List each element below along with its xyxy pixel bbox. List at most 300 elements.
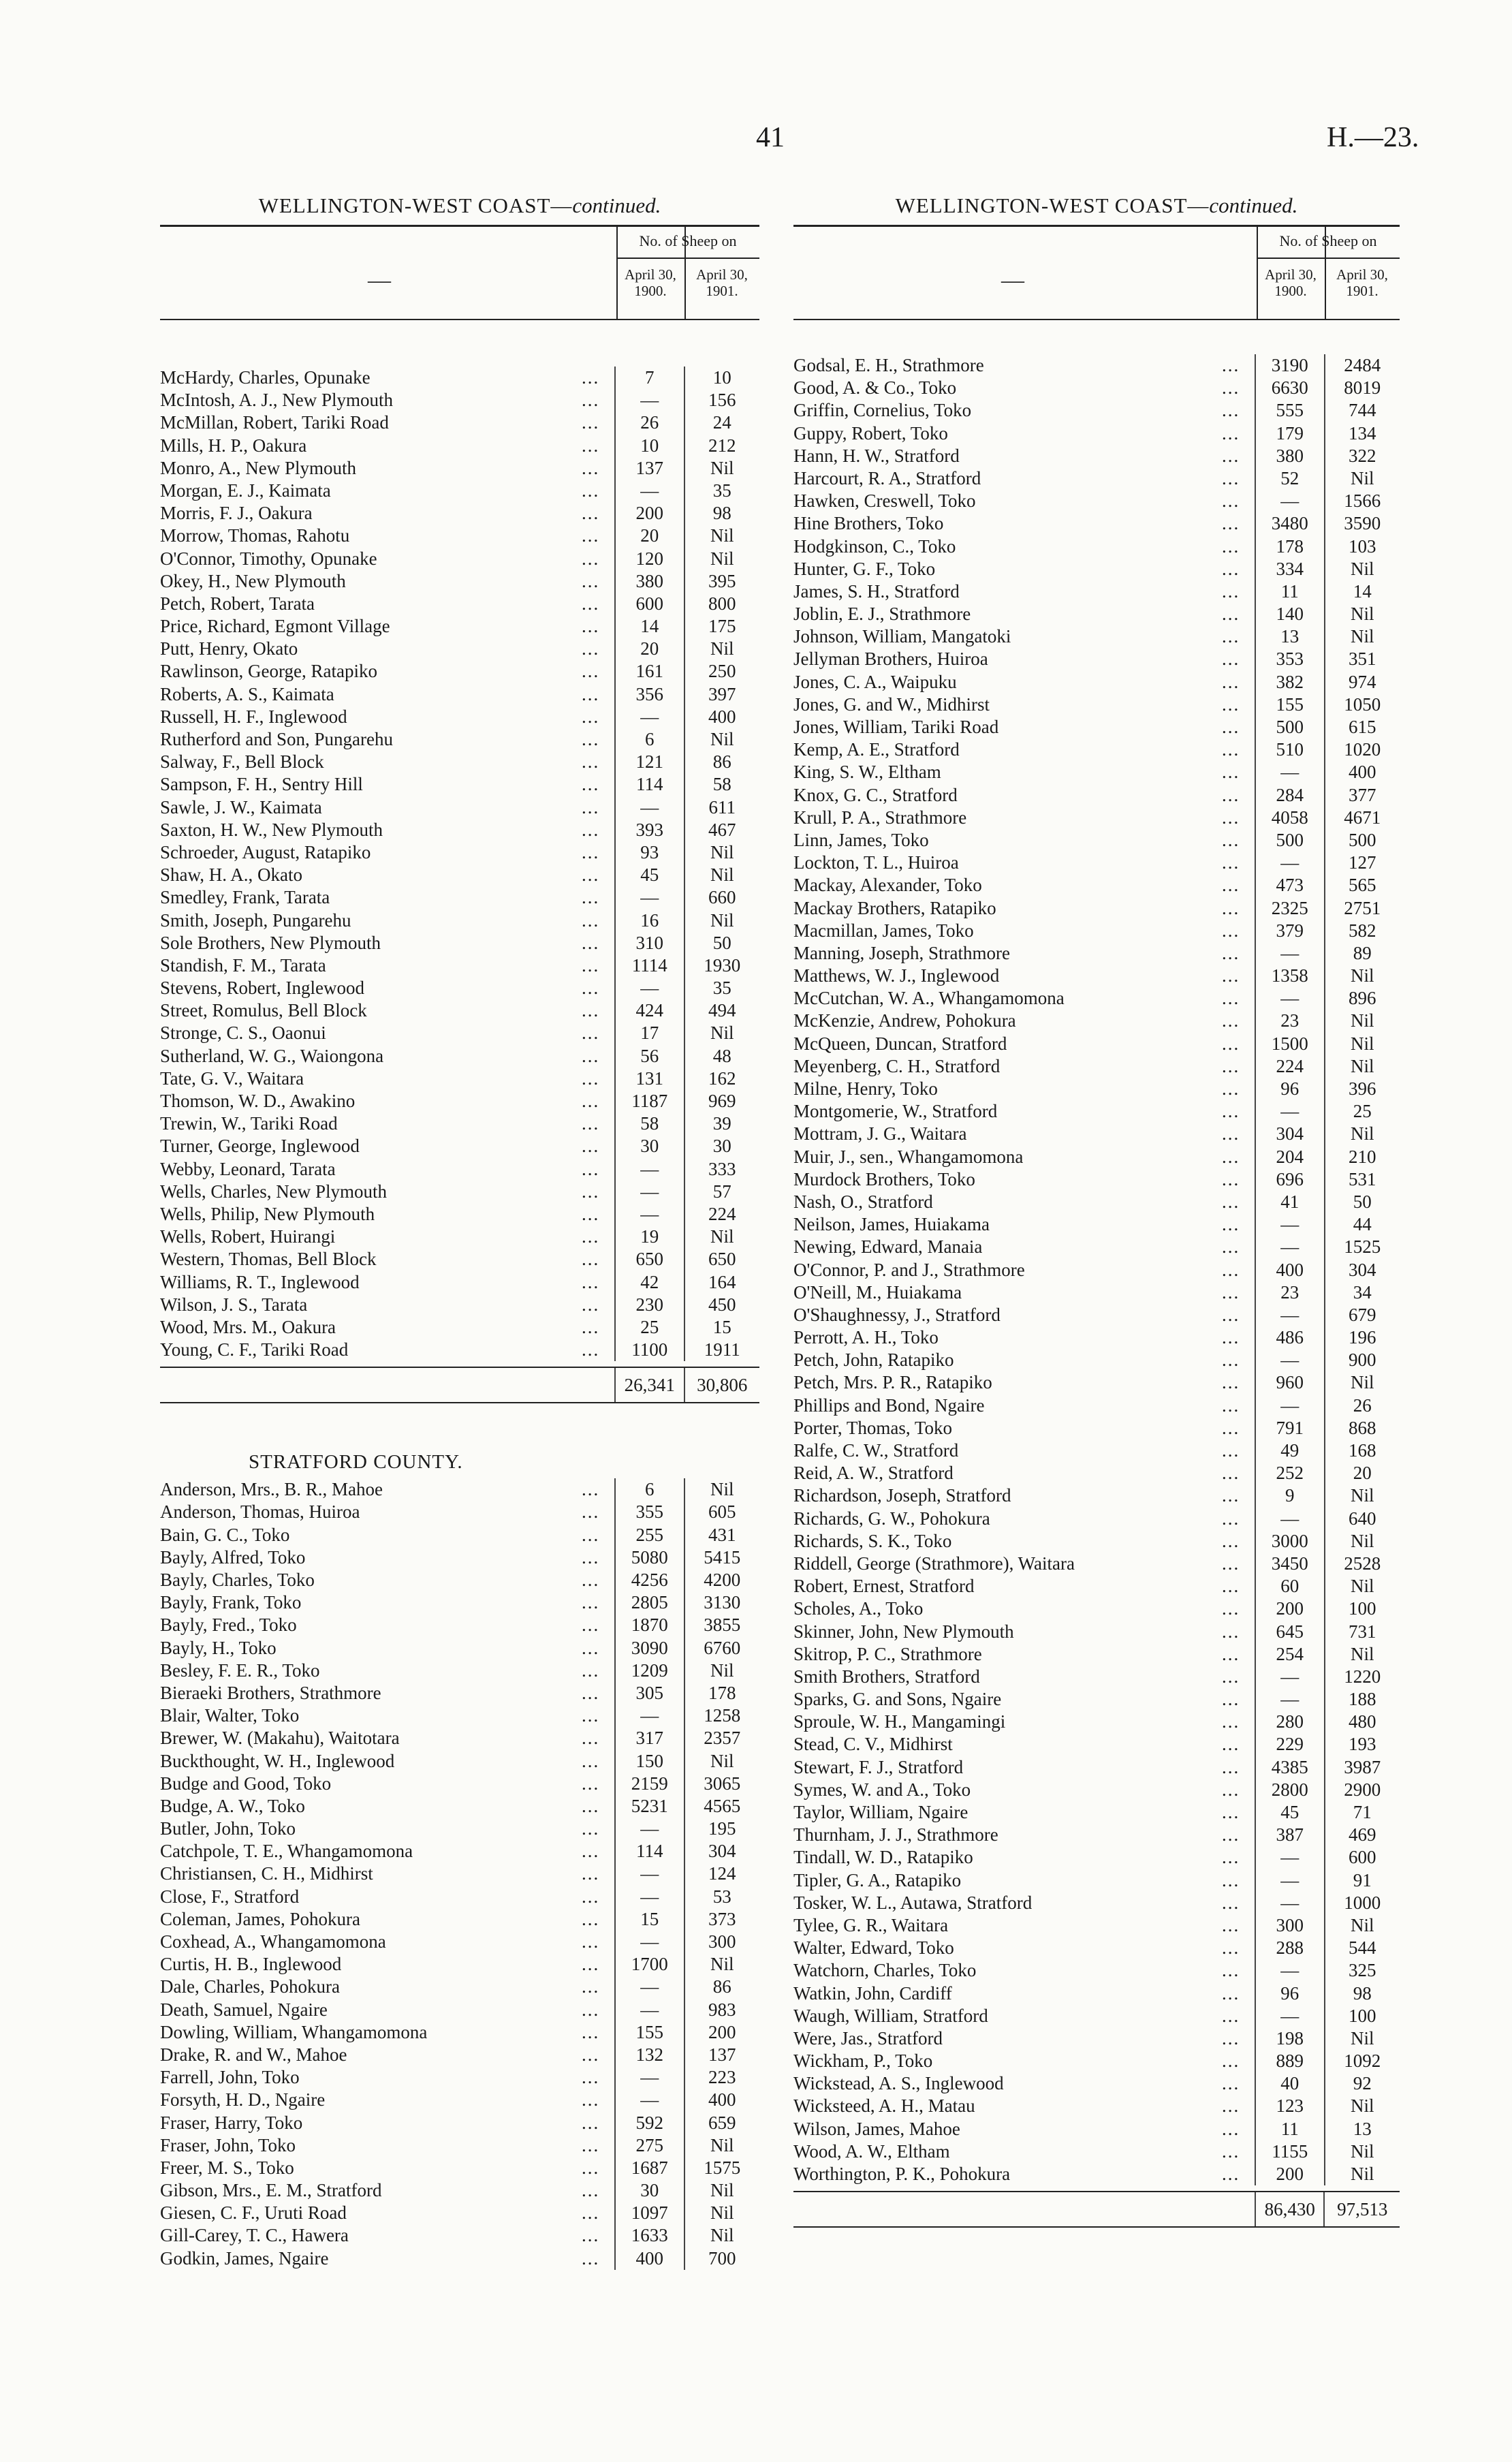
owner-name: Anderson, Thomas, Huiroa <box>160 1501 360 1523</box>
leader-dots: ... <box>581 457 600 478</box>
sheep-1900: 6 <box>614 728 684 751</box>
sheep-1901: 679 <box>1324 1304 1400 1326</box>
table-row <box>160 2157 759 2179</box>
table-row <box>793 784 1400 807</box>
table-row <box>793 1394 1400 1417</box>
owner-name: Thomson, W. D., Awakino <box>160 1091 356 1111</box>
sheep-1900: 150 <box>614 1750 684 1773</box>
sheep-1901: 58 <box>684 773 760 796</box>
leader-dots: ... <box>581 1728 600 1749</box>
owner-name: Tylee, G. R., Waitara <box>793 1914 949 1935</box>
table-row <box>160 1953 759 1976</box>
table-row <box>160 1181 759 1203</box>
owner-name: Okey, H., New Plymouth <box>160 570 346 591</box>
sheep-1900: 380 <box>614 570 684 593</box>
owner-name: Western, Thomas, Bell Block <box>160 1249 377 1270</box>
sheep-1900: 1209 <box>614 1659 684 1682</box>
table-row <box>793 1326 1400 1349</box>
sheep-1900: 13 <box>1255 625 1324 648</box>
table-row <box>160 638 759 660</box>
owner-name: King, S. W., Eltham <box>793 762 941 783</box>
sheep-1901: 212 <box>684 435 760 457</box>
sheep-1900: 20 <box>614 525 684 547</box>
leader-dots: ... <box>581 2180 600 2201</box>
sheep-1900: — <box>614 977 684 999</box>
sheep-1900: 600 <box>614 593 684 615</box>
sheep-1900: 155 <box>1255 694 1324 716</box>
sheep-1901: 304 <box>1324 1259 1400 1281</box>
owner-name: Sutherland, W. G., Waiongona <box>160 1045 384 1066</box>
leader-dots: ... <box>581 1158 600 1179</box>
sheep-1901: 86 <box>684 751 760 773</box>
sheep-1901: 351 <box>1324 648 1400 670</box>
table-row <box>793 1846 1400 1869</box>
sheep-1901: 26 <box>1324 1394 1400 1417</box>
leader-dots: ... <box>1221 1123 1240 1144</box>
leader-dots: ... <box>581 841 600 862</box>
sheep-1900: 284 <box>1255 784 1324 807</box>
sheep-1901: 1525 <box>1324 1236 1400 1258</box>
sheep-1901: 48 <box>684 1045 760 1068</box>
table-row <box>160 389 759 411</box>
table-row <box>160 457 759 480</box>
sheep-1900: 4058 <box>1255 807 1324 829</box>
sheep-1900: — <box>1255 1236 1324 1258</box>
table-row <box>793 761 1400 783</box>
sheep-1900: 387 <box>1255 1824 1324 1846</box>
sheep-1901: 98 <box>1324 1982 1400 2005</box>
leader-dots: ... <box>1221 920 1240 941</box>
sheep-1900: 58 <box>614 1112 684 1135</box>
table-row <box>793 1078 1400 1100</box>
owner-name: Bayly, Fred., Toko <box>160 1615 297 1636</box>
owner-name: Riddell, George (Strathmore), Waitara <box>793 1553 1075 1574</box>
sheep-1901: Nil <box>684 548 760 570</box>
sheep-1901: 974 <box>1324 671 1400 694</box>
sheep-1901: Nil <box>684 2224 760 2247</box>
table-row <box>793 1123 1400 1145</box>
table-row <box>160 909 759 932</box>
sheep-1901: Nil <box>1324 2140 1400 2163</box>
sheep-1901: 1050 <box>1324 694 1400 716</box>
sheep-1900: 137 <box>614 457 684 480</box>
table-row <box>160 1637 759 1659</box>
sheep-1900: — <box>1255 1688 1324 1711</box>
sheep-1901: Nil <box>1324 1575 1400 1598</box>
leader-dots: ... <box>1221 355 1240 375</box>
left-total-row <box>160 1367 759 1403</box>
owner-name: Jellyman Brothers, Huiroa <box>793 649 988 670</box>
leader-dots: ... <box>581 1271 600 1292</box>
table-row <box>793 354 1400 377</box>
sheep-1901: 2900 <box>1324 1779 1400 1801</box>
sheep-1900: — <box>614 2066 684 2089</box>
sheep-1900: 30 <box>614 1135 684 1157</box>
sheep-1900: 200 <box>614 502 684 525</box>
sheep-1901: 57 <box>684 1181 760 1203</box>
leader-dots: ... <box>1221 535 1240 557</box>
sheep-1901: Nil <box>684 1750 760 1773</box>
sheep-1900: 14 <box>614 615 684 638</box>
owner-name: Besley, F. E. R., Toko <box>160 1659 320 1681</box>
header-dash: — <box>1001 268 1024 293</box>
table-row <box>793 694 1400 716</box>
owner-name: Smith Brothers, Stratford <box>793 1666 980 1687</box>
owner-name: Budge and Good, Toko <box>160 1773 332 1794</box>
sheep-1901: 137 <box>684 2044 760 2066</box>
owner-name: Good, A. & Co., Toko <box>793 377 957 399</box>
owner-name: Were, Jas., Stratford <box>793 2027 943 2048</box>
table-row <box>793 716 1400 738</box>
table-row <box>793 2027 1400 2050</box>
sheep-1900: 198 <box>1255 2027 1324 2050</box>
sheep-1900: 300 <box>1255 1914 1324 1937</box>
table-row <box>160 502 759 525</box>
sheep-1901: 611 <box>684 796 760 819</box>
leader-dots: ... <box>581 819 600 840</box>
table-row <box>793 1959 1400 1982</box>
sheep-1900: 424 <box>614 999 684 1022</box>
table-row <box>793 1643 1400 1666</box>
right-table-header <box>793 225 1400 320</box>
sheep-1901: 53 <box>684 1886 760 1908</box>
owner-name: Giesen, C. F., Uruti Road <box>160 2202 347 2224</box>
owner-name: Fraser, John, Toko <box>160 2134 296 2155</box>
sheep-1900: 179 <box>1255 422 1324 445</box>
table-row <box>160 1226 759 1248</box>
owner-name: Death, Samuel, Ngaire <box>160 1999 328 2020</box>
owner-name: McIntosh, A. J., New Plymouth <box>160 390 394 411</box>
sheep-1901: 467 <box>684 819 760 841</box>
sheep-1900: 379 <box>1255 920 1324 942</box>
owner-name: Watchorn, Charles, Toko <box>793 1960 977 1981</box>
sheep-1900: 114 <box>614 773 684 796</box>
table-row <box>160 2044 759 2066</box>
owner-name: Godkin, James, Ngaire <box>160 2247 329 2269</box>
sheep-1900: — <box>614 706 684 728</box>
sheep-1901: 103 <box>1324 535 1400 558</box>
sheep-1900: 30 <box>614 2179 684 2202</box>
table-row <box>160 1248 759 1271</box>
sheep-1901: 34 <box>1324 1281 1400 1304</box>
owner-name: Butler, John, Toko <box>160 1818 296 1839</box>
sheep-1901: 134 <box>1324 422 1400 445</box>
leader-dots: ... <box>581 2202 600 2224</box>
leader-dots: ... <box>1221 829 1240 850</box>
sheep-1900: — <box>614 1158 684 1181</box>
sheep-1901: Nil <box>684 864 760 886</box>
owner-name: Jones, G. and W., Midhirst <box>793 694 990 715</box>
owner-name: Morgan, E. J., Kaimata <box>160 480 331 501</box>
leader-dots: ... <box>1221 1530 1240 1551</box>
table-row <box>793 1281 1400 1304</box>
right-column <box>793 191 1400 2228</box>
leader-dots: ... <box>1221 807 1240 828</box>
table-row <box>160 1316 759 1339</box>
leader-dots: ... <box>1221 1576 1240 1597</box>
leader-dots: ... <box>1221 762 1240 783</box>
leader-dots: ... <box>581 1795 600 1816</box>
sheep-1900: 20 <box>614 638 684 660</box>
sheep-1900: 229 <box>1255 1733 1324 1756</box>
table-row <box>793 1733 1400 1756</box>
sheep-1901: 210 <box>1324 1146 1400 1168</box>
sheep-1901: 1020 <box>1324 738 1400 761</box>
sheep-1901: 431 <box>684 1524 760 1546</box>
table-row <box>160 796 759 819</box>
sheep-1900: 45 <box>614 864 684 886</box>
owner-name: Worthington, P. K., Pohokura <box>793 2164 1011 2184</box>
owner-name: Wood, Mrs. M., Oakura <box>160 1316 336 1337</box>
table-row <box>160 932 759 954</box>
leader-dots: ... <box>581 1023 600 1044</box>
left-column <box>160 191 759 2270</box>
owner-name: Trewin, W., Tariki Road <box>160 1113 338 1134</box>
leader-dots: ... <box>581 525 600 546</box>
sheep-1901: 92 <box>1324 2072 1400 2095</box>
table-row <box>793 1508 1400 1530</box>
owner-name: Close, F., Stratford <box>160 1886 300 1907</box>
leader-dots: ... <box>581 1294 600 1315</box>
sheep-1901: 5415 <box>684 1546 760 1569</box>
owner-name: Reid, A. W., Stratford <box>793 1463 954 1484</box>
leader-dots: ... <box>1221 1281 1240 1303</box>
table-row <box>160 1045 759 1068</box>
leader-dots: ... <box>1221 1214 1240 1235</box>
owner-name: Stead, C. V., Midhirst <box>793 1734 953 1755</box>
table-row <box>160 525 759 547</box>
owner-name: Catchpole, T. E., Whangamomona <box>160 1841 413 1862</box>
right-total-1900: 86,430 <box>1255 2192 1324 2226</box>
sheep-1901: 700 <box>684 2247 760 2270</box>
sheep-1901: 86 <box>684 1976 760 1998</box>
table-row <box>793 874 1400 897</box>
leader-dots: ... <box>1221 875 1240 896</box>
sheep-1901: 2751 <box>1324 897 1400 920</box>
owner-name: Waugh, William, Stratford <box>793 2005 988 2026</box>
owner-name: Webby, Leonard, Tarata <box>160 1158 336 1179</box>
sheep-1901: 223 <box>684 2066 760 2089</box>
table-row <box>793 512 1400 535</box>
table-row <box>160 367 759 389</box>
table-row <box>160 1773 759 1795</box>
sheep-1900: 500 <box>1255 829 1324 852</box>
owner-name: McKenzie, Andrew, Pohokura <box>793 1010 1016 1031</box>
leader-dots: ... <box>581 909 600 931</box>
table-row <box>793 1892 1400 1914</box>
sheep-1901: 164 <box>684 1271 760 1294</box>
owner-name: Thurnham, J. J., Strathmore <box>793 1824 998 1845</box>
owner-name: Anderson, Mrs., B. R., Mahoe <box>160 1479 383 1500</box>
owner-name: Taylor, William, Ngaire <box>793 1802 968 1822</box>
table-row <box>793 422 1400 445</box>
owner-name: Watkin, John, Cardiff <box>793 1982 952 2004</box>
owner-name: Coleman, James, Pohokura <box>160 1908 360 1929</box>
leader-dots: ... <box>581 1181 600 1202</box>
leader-dots: ... <box>1221 2164 1240 2184</box>
table-row <box>793 1575 1400 1598</box>
leader-dots: ... <box>1221 1078 1240 1099</box>
table-row <box>160 548 759 570</box>
sheep-1900: 696 <box>1255 1168 1324 1191</box>
owner-name: Buckthought, W. H., Inglewood <box>160 1750 395 1771</box>
sheep-1900: 4256 <box>614 1569 684 1591</box>
table-row <box>160 1569 759 1591</box>
table-row <box>793 467 1400 490</box>
sheep-1900: — <box>1255 490 1324 512</box>
leader-dots: ... <box>581 1592 600 1613</box>
table-row <box>160 660 759 683</box>
owner-name: Hodgkinson, C., Toko <box>793 535 956 557</box>
owner-name: Brewer, W. (Makahu), Waitotara <box>160 1728 400 1749</box>
table-row <box>793 2072 1400 2095</box>
sheep-1901: Nil <box>1324 1484 1400 1507</box>
table-row <box>160 2089 759 2111</box>
leader-dots: ... <box>1221 1417 1240 1438</box>
owner-name: Knox, G. C., Stratford <box>793 784 958 805</box>
sheep-1901: 50 <box>1324 1191 1400 1213</box>
leader-dots: ... <box>1221 694 1240 715</box>
owner-name: Wood, A. W., Eltham <box>793 2140 950 2162</box>
sheep-1901: 1911 <box>684 1339 760 1361</box>
owner-name: Muir, J., sen., Whangamomona <box>793 1146 1024 1167</box>
table-row <box>160 1682 759 1704</box>
owner-name: Godsal, E. H., Strathmore <box>793 355 984 375</box>
owner-name: Scholes, A., Toko <box>793 1598 924 1619</box>
sheep-1901: Nil <box>1324 1371 1400 1394</box>
sheep-1900: 1358 <box>1255 965 1324 987</box>
sheep-1900: 11 <box>1255 2118 1324 2140</box>
sheep-1900: 400 <box>614 2247 684 2270</box>
owner-name: Coxhead, A., Whangamomona <box>160 1931 386 1952</box>
sheep-1901: 531 <box>1324 1168 1400 1191</box>
owner-name: Petch, Robert, Tarata <box>160 593 315 614</box>
sheep-1900: 380 <box>1255 445 1324 467</box>
leader-dots: ... <box>581 774 600 795</box>
sheep-1901: 30 <box>684 1135 760 1157</box>
sheep-1901: 3987 <box>1324 1756 1400 1779</box>
table-row <box>160 1863 759 1885</box>
sheep-1901: Nil <box>1324 1914 1400 1937</box>
table-row <box>160 570 759 593</box>
sheep-1901: 397 <box>684 683 760 706</box>
owner-name: Krull, P. A., Strathmore <box>793 807 967 828</box>
sheep-1901: 178 <box>684 1682 760 1704</box>
leader-dots: ... <box>1221 604 1240 625</box>
sheep-1901: Nil <box>1324 558 1400 580</box>
sheep-1900: 52 <box>1255 467 1324 490</box>
sheep-1901: Nil <box>684 1226 760 1248</box>
sheep-1901: Nil <box>1324 1530 1400 1553</box>
owner-name: Meyenberg, C. H., Stratford <box>793 1055 1001 1076</box>
sheep-1901: Nil <box>684 1953 760 1976</box>
stratford-county-heading: STRATFORD COUNTY. <box>249 1451 463 1474</box>
sheep-1901: Nil <box>1324 2095 1400 2117</box>
table-row <box>160 411 759 434</box>
sheep-1901: Nil <box>684 728 760 751</box>
leader-dots: ... <box>1221 1259 1240 1280</box>
table-row <box>160 683 759 706</box>
table-row <box>793 558 1400 580</box>
left-table-rows <box>160 367 759 1361</box>
sheep-1900: — <box>614 480 684 502</box>
leader-dots: ... <box>1221 558 1240 579</box>
sheep-1900: 17 <box>614 1022 684 1044</box>
owner-name: Jones, William, Tariki Road <box>793 717 999 737</box>
owner-name: Russell, H. F., Inglewood <box>160 706 347 727</box>
table-row <box>793 1801 1400 1824</box>
owner-name: Richards, S. K., Toko <box>793 1530 952 1551</box>
sheep-1900: 3190 <box>1255 354 1324 377</box>
leader-dots: ... <box>1221 965 1240 986</box>
owner-name: Montgomerie, W., Stratford <box>793 1101 998 1122</box>
owner-name: Blair, Walter, Toko <box>160 1705 300 1726</box>
sheep-1901: Nil <box>1324 1123 1400 1145</box>
table-row <box>160 615 759 638</box>
leader-dots: ... <box>1221 1937 1240 1959</box>
leader-dots: ... <box>1221 1463 1240 1484</box>
table-row <box>160 435 759 457</box>
leader-dots: ... <box>1221 580 1240 602</box>
sheep-1901: 196 <box>1324 1326 1400 1349</box>
sheep-1900: 304 <box>1255 1123 1324 1145</box>
leader-dots: ... <box>1221 1621 1240 1642</box>
table-row <box>160 2202 759 2224</box>
table-row <box>793 603 1400 625</box>
sheep-1901: 744 <box>1324 399 1400 422</box>
sheep-1900: 40 <box>1255 2072 1324 2095</box>
owner-name: Roberts, A. S., Kaimata <box>160 683 334 704</box>
table-row <box>793 1553 1400 1575</box>
sheep-1900: — <box>1255 1869 1324 1892</box>
sheep-1900: 334 <box>1255 558 1324 580</box>
owner-name: Christiansen, C. H., Midhirst <box>160 1863 373 1884</box>
table-row <box>160 1271 759 1294</box>
sheep-1901: 156 <box>684 389 760 411</box>
owner-name: Putt, Henry, Okato <box>160 638 298 659</box>
table-row <box>793 1100 1400 1123</box>
sheep-1900: 123 <box>1255 2095 1324 2117</box>
leader-dots: ... <box>581 2112 600 2133</box>
sheep-1901: 500 <box>1324 829 1400 852</box>
leader-dots: ... <box>1221 897 1240 918</box>
owner-name: Wicksteed, A. H., Matau <box>793 2095 975 2117</box>
sheep-1901: 2484 <box>1324 354 1400 377</box>
sheep-1900: 19 <box>614 1226 684 1248</box>
sheep-1900: 204 <box>1255 1146 1324 1168</box>
sheep-1901: 480 <box>1324 1711 1400 1733</box>
sheep-1900: 650 <box>614 1248 684 1271</box>
sheep-1900: — <box>614 1704 684 1727</box>
owner-name: Wells, Robert, Huirangi <box>160 1226 336 1247</box>
sheep-1901: 195 <box>684 1818 760 1840</box>
sheep-1901: 35 <box>684 480 760 502</box>
table-row <box>793 897 1400 920</box>
leader-dots: ... <box>581 548 600 569</box>
table-row <box>160 728 759 751</box>
sheep-1900: 23 <box>1255 1010 1324 1032</box>
sheep-1900: 15 <box>614 1908 684 1931</box>
owner-name: Harcourt, R. A., Stratford <box>793 467 981 488</box>
sheep-1900: 1870 <box>614 1614 684 1636</box>
leader-dots: ... <box>581 661 600 682</box>
owner-name: Sole Brothers, New Plymouth <box>160 932 381 953</box>
table-row <box>160 1022 759 1044</box>
owner-name: Gill-Carey, T. C., Hawera <box>160 2225 349 2246</box>
table-row <box>793 1869 1400 1892</box>
leader-dots: ... <box>581 1863 600 1884</box>
leader-dots: ... <box>581 932 600 953</box>
